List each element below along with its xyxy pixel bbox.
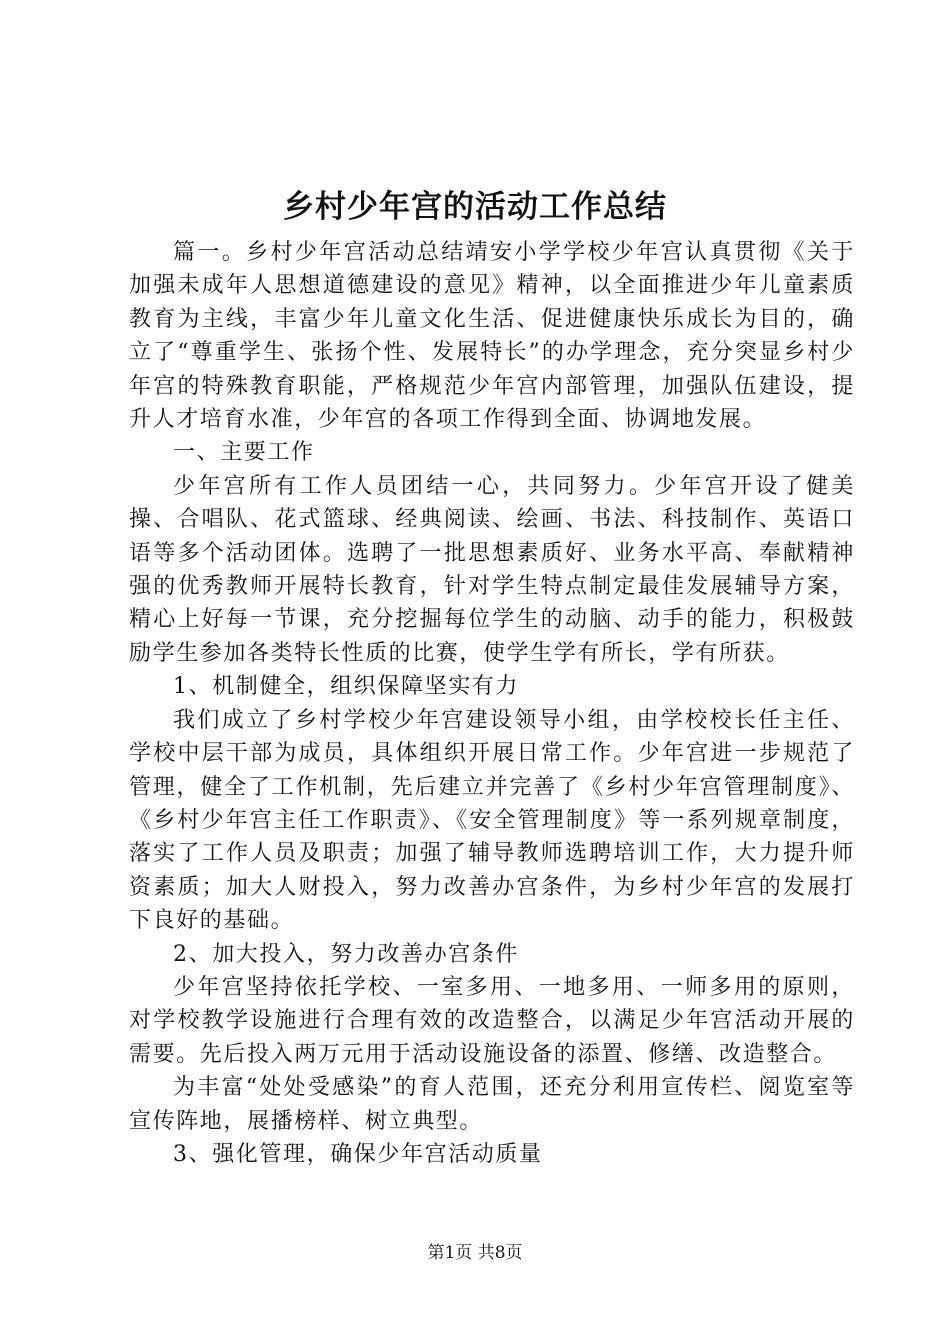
document-title: 乡村少年宫的活动工作总结 [283, 189, 667, 225]
paragraph-investment: 少年宫坚持依托学校、一室多用、一地多用、一师多用的原则，对学校教学设施进行合理有效的改造整合，以满足少年宫活动开展的需要。先后投入两万元用于活动设施设备的添置、修缮、改造整合。 [129, 974, 855, 1067]
heading-mechanism: 1、机制健全，组织保障坚实有力 [173, 674, 519, 700]
paragraph-mechanism: 我们成立了乡村学校少年宫建设领导小组，由学校校长任主任、学校中层干部为成员，具体组织开展日常工作。少年宫进一步规范了管理，健全了工作机制，先后建立并完善了《乡村少年宫管理制度》、《乡村少年宫主任工作职责》、《安全管理制度》等一系列规章制度，落实了工作人员及职责；加强了辅导教师选聘培训工作，大力提升师资素质；加大人财投入，努力改善办宫条件，为乡村少年宫的发展打下良好的基础。 [129, 707, 855, 934]
paragraph-intro: 篇一。乡村少年宫活动总结靖安小学学校少年宫认真贯彻《关于加强未成年人思想道德建设的意见》精神，以全面推进少年儿童素质教育为主线，丰富少年儿童文化生活、促进健康快乐成长为目的，确立了“尊重学生、张扬个性、发展特长”的办学理念，充分突显乡村少年宫的特殊教育职能，严格规范少年宫内部管理，加强队伍建设，提升人才培育水准，少年宫的各项工作得到全面、协调地发展。 [129, 240, 855, 433]
document-body [129, 236, 855, 1171]
paragraph-main-work: 少年宫所有工作人员团结一心，共同努力。少年宫开设了健美操、合唱队、花式篮球、经典阅读、绘画、书法、科技制作、英语口语等多个活动团体。选聘了一批思想素质好、业务水平高、奉献精神强的优秀教师开展特长教育，针对学生特点制定最佳发展辅导方案，精心上好每一节课，充分挖掘每位学生的动脑、动手的能力，积极鼓励学生参加各类特长性质的比赛，使学生学有所长，学有所获。 [129, 473, 855, 666]
paragraph-publicity: 为丰富“处处受感染”的育人范围，还充分利用宣传栏、阅览室等宣传阵地，展播榜样、树立典型。 [129, 1075, 855, 1134]
heading-investment: 2、加大投入，努力改善办宫条件 [173, 941, 519, 967]
heading-main-work: 一、主要工作 [173, 440, 315, 466]
page-number-footer: 第1页 共8页 [427, 1243, 523, 1263]
heading-management: 3、强化管理，确保少年宫活动质量 [173, 1141, 543, 1167]
